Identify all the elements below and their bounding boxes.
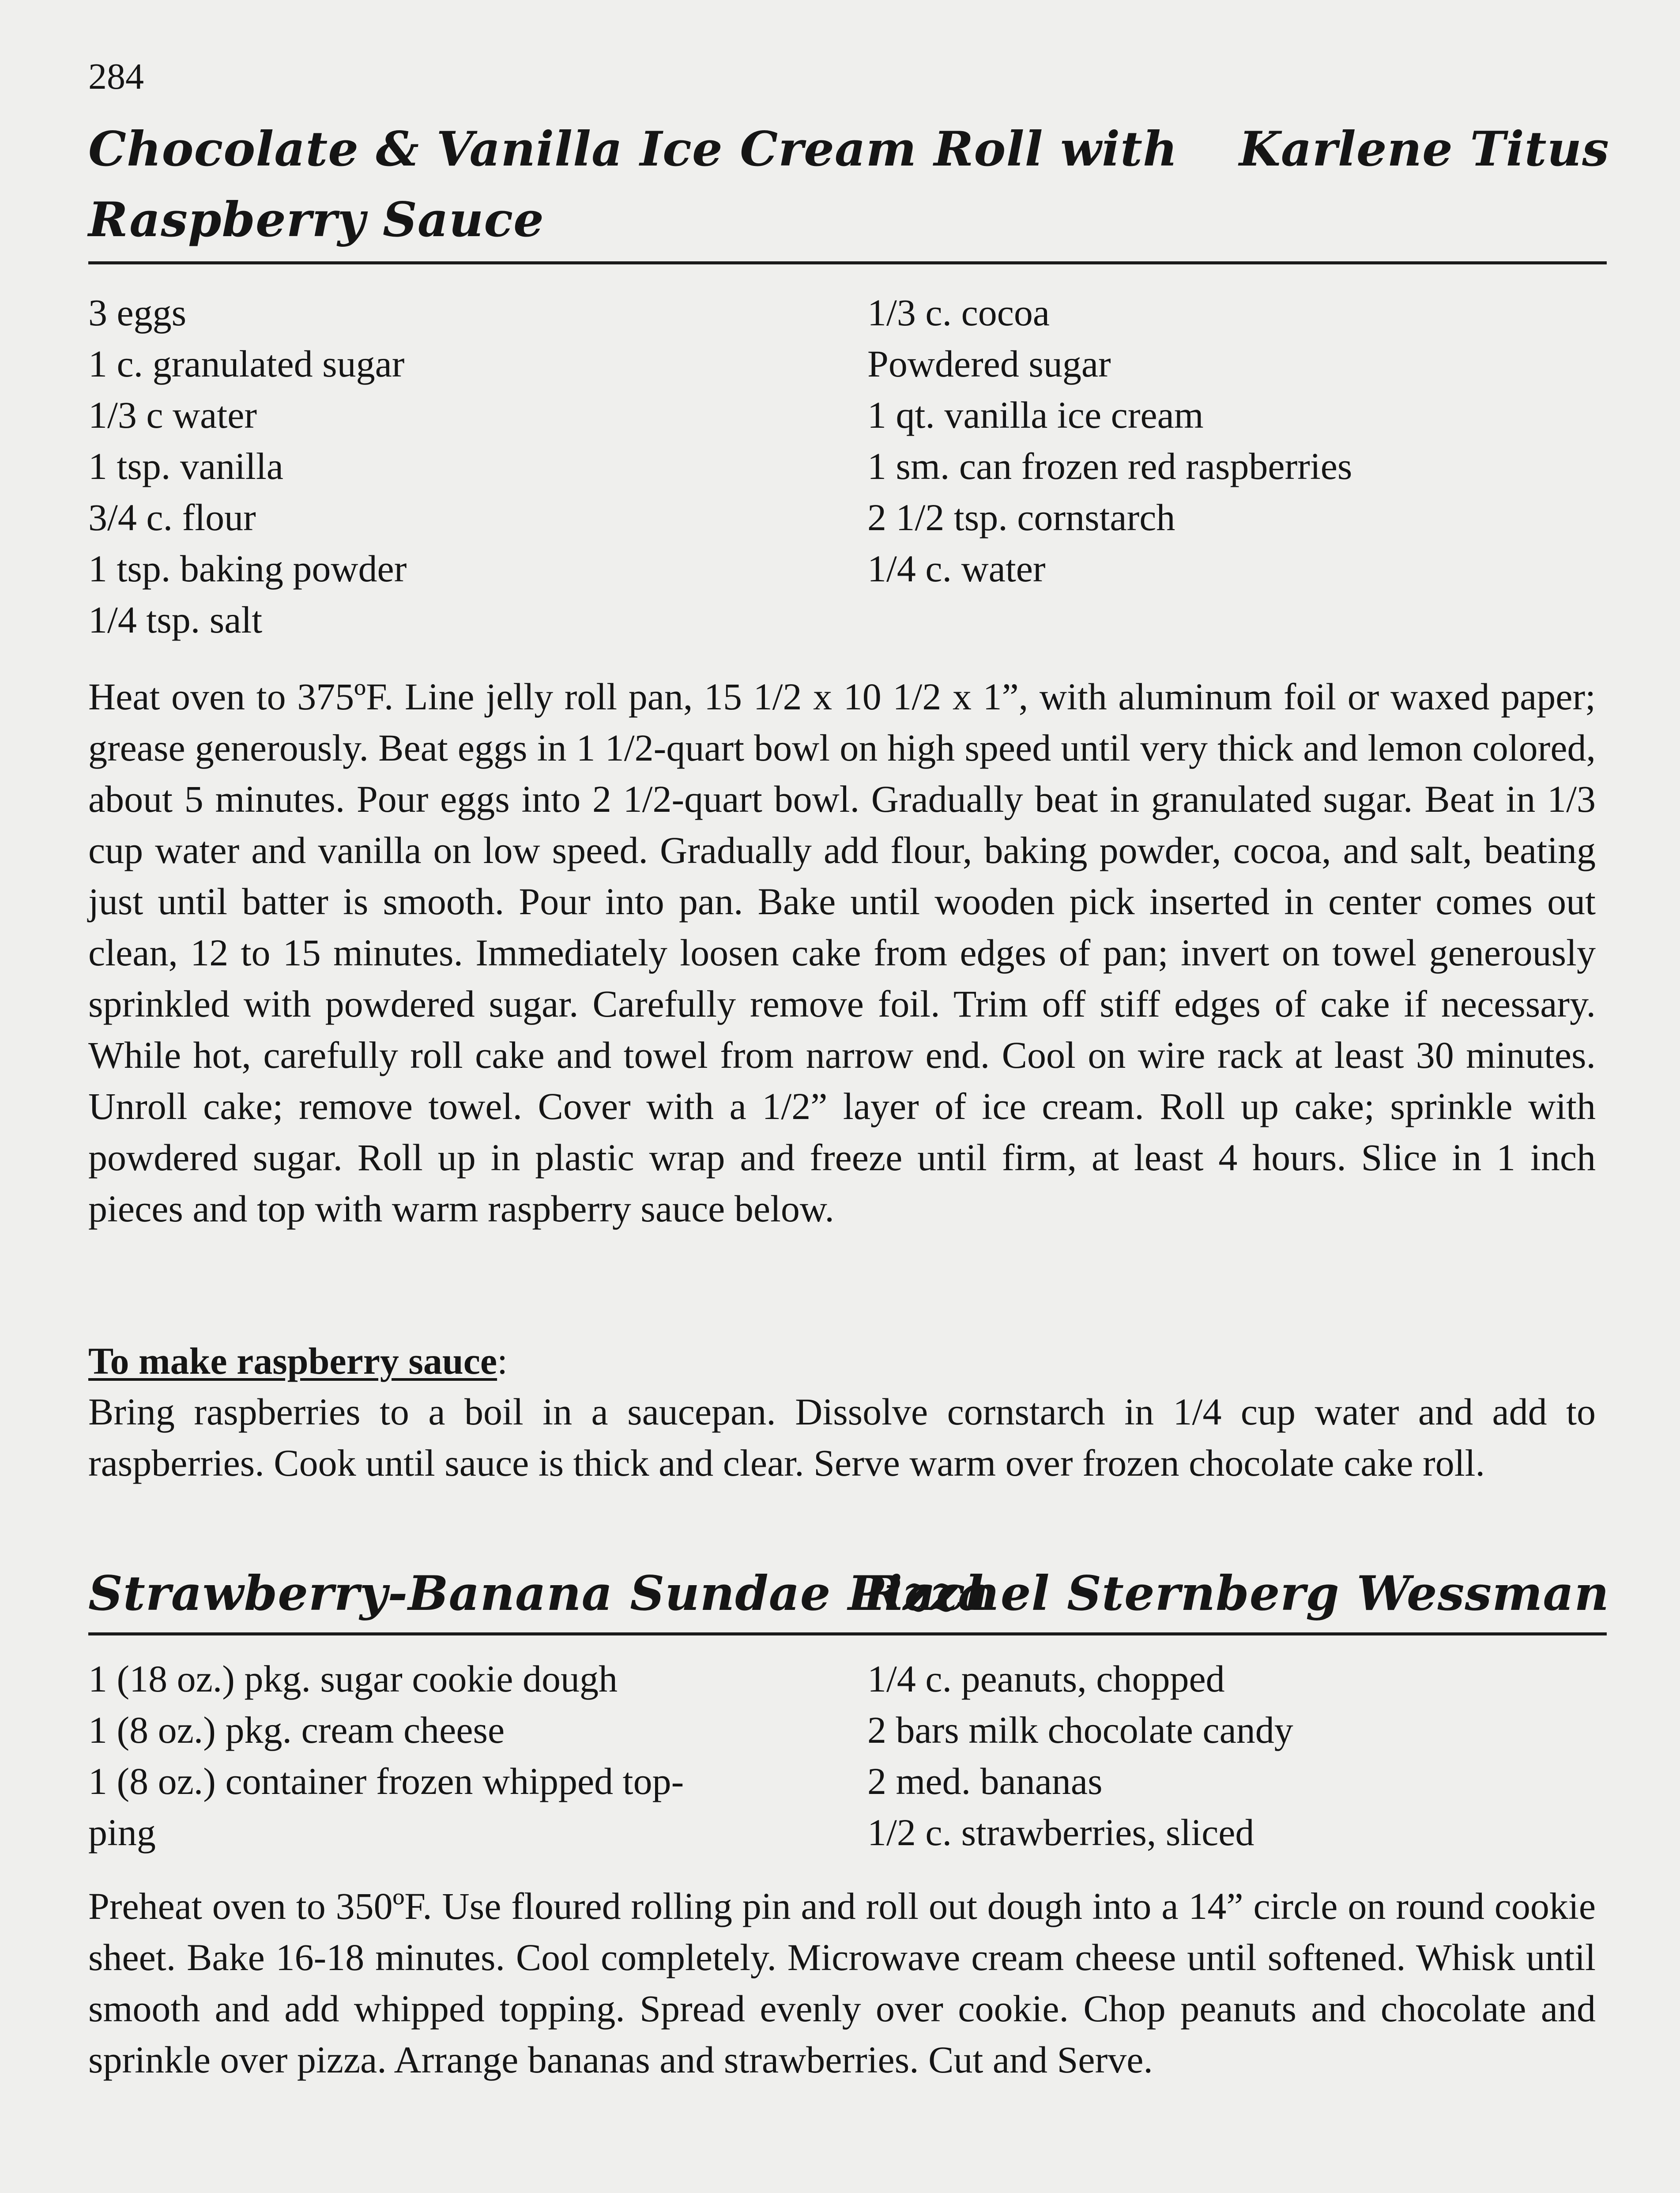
ingredient: 1 tsp. vanilla (88, 445, 283, 487)
ingredient: 1/4 c. water (867, 547, 1046, 590)
ingredient: 1 (18 oz.) pkg. sugar cookie dough (88, 1658, 618, 1700)
recipe1-title-line2: Raspberry Sauce (88, 192, 544, 248)
recipe2-author: Rachel Sternberg Wessman (863, 1566, 1609, 1621)
recipe1-rule (88, 261, 1607, 264)
sauce-directions-text: Bring raspberries to a boil in a saucepan. Dissolve cornstarch in 1/4 cup water and add to raspberries. Cook until sauce is thick and clear. Serve warm over frozen chocolate cake roll. (88, 1390, 1596, 1484)
ingredient: 1 (8 oz.) container frozen whipped top- (88, 1760, 684, 1802)
recipe2-ingredients-right (867, 1653, 1293, 1858)
directions-text: Heat oven to 375ºF. Line jelly roll pan, 15 1/2 x 10 1/2 x 1”, with aluminum foil or waxed paper; grease generously. Beat eggs in 1 1/2-quart bowl on high speed until very thick and lemon colored, about 5 minutes. Pour eggs into 2 1/2-quart bowl. Gradually beat in granulated sugar. Beat in 1/3 cup water and vanilla on low speed. Gradually add flour, baking powder, cocoa, and salt, beating just until batter is smooth. Pour into pan. Bake until wooden pick inserted in center comes out clean, 12 to 15 minutes. Immediately loosen cake from edges of pan; invert on towel generously sprinkled with powdered sugar. Carefully remove foil. Trim off stiff edges of cake if necessary. While hot, carefully roll cake and towel from narrow end. Cool on wire rack at least 30 minutes. Unroll cake; remove towel. Cover with a 1/2” layer of ice cream. Roll up cake; sprinkle with powdered sugar. Roll up in plastic wrap and freeze until firm, at least 4 hours. Slice in 1 inch pieces and top with warm raspberry sauce below. (88, 675, 1596, 1230)
sauce-heading (88, 1335, 508, 1387)
ingredient: Powdered sugar (867, 343, 1111, 385)
ingredient: 3/4 c. flour (88, 496, 256, 539)
recipe2-ingredients-left (88, 1653, 684, 1858)
ingredient: 1/4 c. peanuts, chopped (867, 1658, 1225, 1700)
ingredient: 2 med. bananas (867, 1760, 1103, 1802)
recipe1-title-line1: Chocolate & Vanilla Ice Cream Roll with (88, 121, 1178, 177)
ingredient: 1/2 c. strawberries, sliced (867, 1811, 1254, 1854)
ingredient: 1/3 c. cocoa (867, 291, 1050, 334)
sauce-heading-text: To make raspberry sauce (88, 1340, 497, 1382)
recipe1-directions (88, 671, 1596, 1234)
ingredient: 1 qt. vanilla ice cream (867, 394, 1204, 436)
recipe1-ingredients-right (867, 287, 1352, 594)
recipe2-rule (88, 1632, 1607, 1635)
recipe2-title: Strawberry-Banana Sundae Pizza (88, 1566, 989, 1621)
ingredient: 2 1/2 tsp. cornstarch (867, 496, 1175, 539)
recipe1-ingredients-left (88, 287, 407, 645)
ingredient: 2 bars milk chocolate candy (867, 1709, 1293, 1751)
ingredient: 1 sm. can frozen red raspberries (867, 445, 1352, 487)
ingredient: 1 c. granulated sugar (88, 343, 405, 385)
sauce-heading-colon: : (497, 1340, 508, 1382)
ingredient: 3 eggs (88, 291, 187, 334)
ingredient: 1/3 c water (88, 394, 257, 436)
ingredient: 1 tsp. baking powder (88, 547, 407, 590)
page-number: 284 (88, 56, 144, 97)
ingredient: 1/4 tsp. salt (88, 599, 263, 641)
recipe2-directions (88, 1880, 1596, 2085)
ingredient: ping (88, 1811, 156, 1854)
sauce-directions (88, 1386, 1596, 1488)
directions-text: Preheat oven to 350ºF. Use floured rolling pin and roll out dough into a 14” circle on round cookie sheet. Bake 16-18 minutes. Cool completely. Microwave cream cheese until softened. Whisk until smooth and add whipped topping. Spread evenly over cookie. Chop peanuts and chocolate and sprinkle over pizza. Arrange bananas and strawberries. Cut and Serve. (88, 1885, 1596, 2081)
ingredient: 1 (8 oz.) pkg. cream cheese (88, 1709, 505, 1751)
recipe1-author: Karlene Titus (1239, 121, 1609, 177)
